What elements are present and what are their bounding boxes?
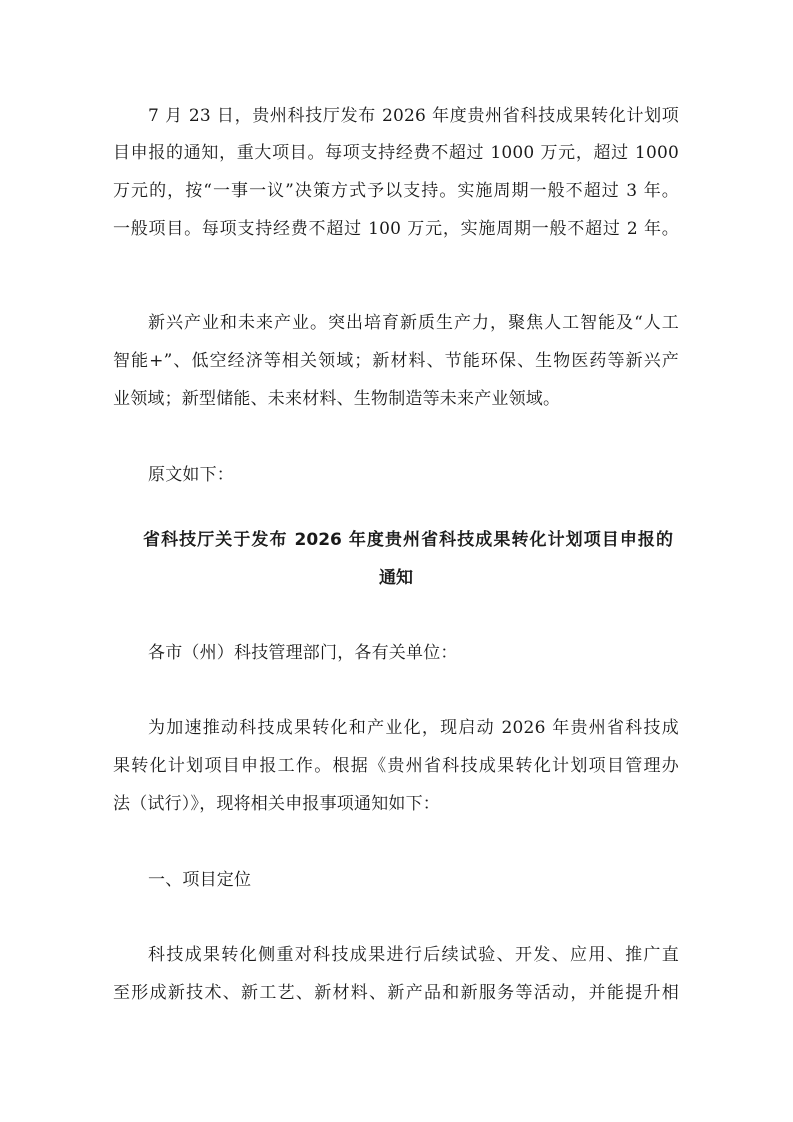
original-text-label: 原文如下： <box>148 465 234 485</box>
section-1-line-2: 至形成新技术、新工艺、新材料、新产品和新服务等活动，并能提升相 <box>113 983 679 1003</box>
section-1-line-1: 科技成果转化侧重对科技成果进行后续试验、开发、应用、推广直 <box>148 945 679 965</box>
intro-line-4: 一般项目。每项支持经费不超过 100 万元，实施周期一般不超过 2 年。 <box>113 219 679 239</box>
preamble-line-2: 果转化计划项目申报工作。根据《贵州省科技成果转化计划项目管理办 <box>113 756 679 776</box>
salutation: 各市（州）科技管理部门，各有关单位： <box>148 643 458 663</box>
preamble-line-3: 法（试行）》，现将相关申报事项通知如下： <box>113 794 440 814</box>
notice-title-line-1: 省科技厅关于发布 2026 年度贵州省科技成果转化计划项目申报的 <box>143 530 673 550</box>
intro-line-3: 万元的，按“一事一议”决策方式予以支持。实施周期一般不超过 3 年。 <box>113 181 679 201</box>
intro-line-1: 7 月 23 日，贵州科技厅发布 2026 年度贵州省科技成果转化计划项 <box>148 106 679 126</box>
intro-line-2: 目申报的通知，重大项目。每项支持经费不超过 1000 万元，超过 1000 <box>113 143 679 163</box>
preamble-line-1: 为加速推动科技成果转化和产业化，现启动 2026 年贵州省科技成 <box>148 718 679 738</box>
notice-title-line-2: 通知 <box>379 568 413 588</box>
fields-line-1: 新兴产业和未来产业。突出培育新质生产力，聚焦人工智能及“人工 <box>148 313 679 333</box>
fields-line-3: 业领域；新型储能、未来材料、生物制造等未来产业领域。 <box>113 389 561 409</box>
fields-line-2: 智能+”、低空经济等相关领域；新材料、节能环保、生物医药等新兴产 <box>113 351 679 371</box>
section-1-heading: 一、项目定位 <box>148 870 252 890</box>
